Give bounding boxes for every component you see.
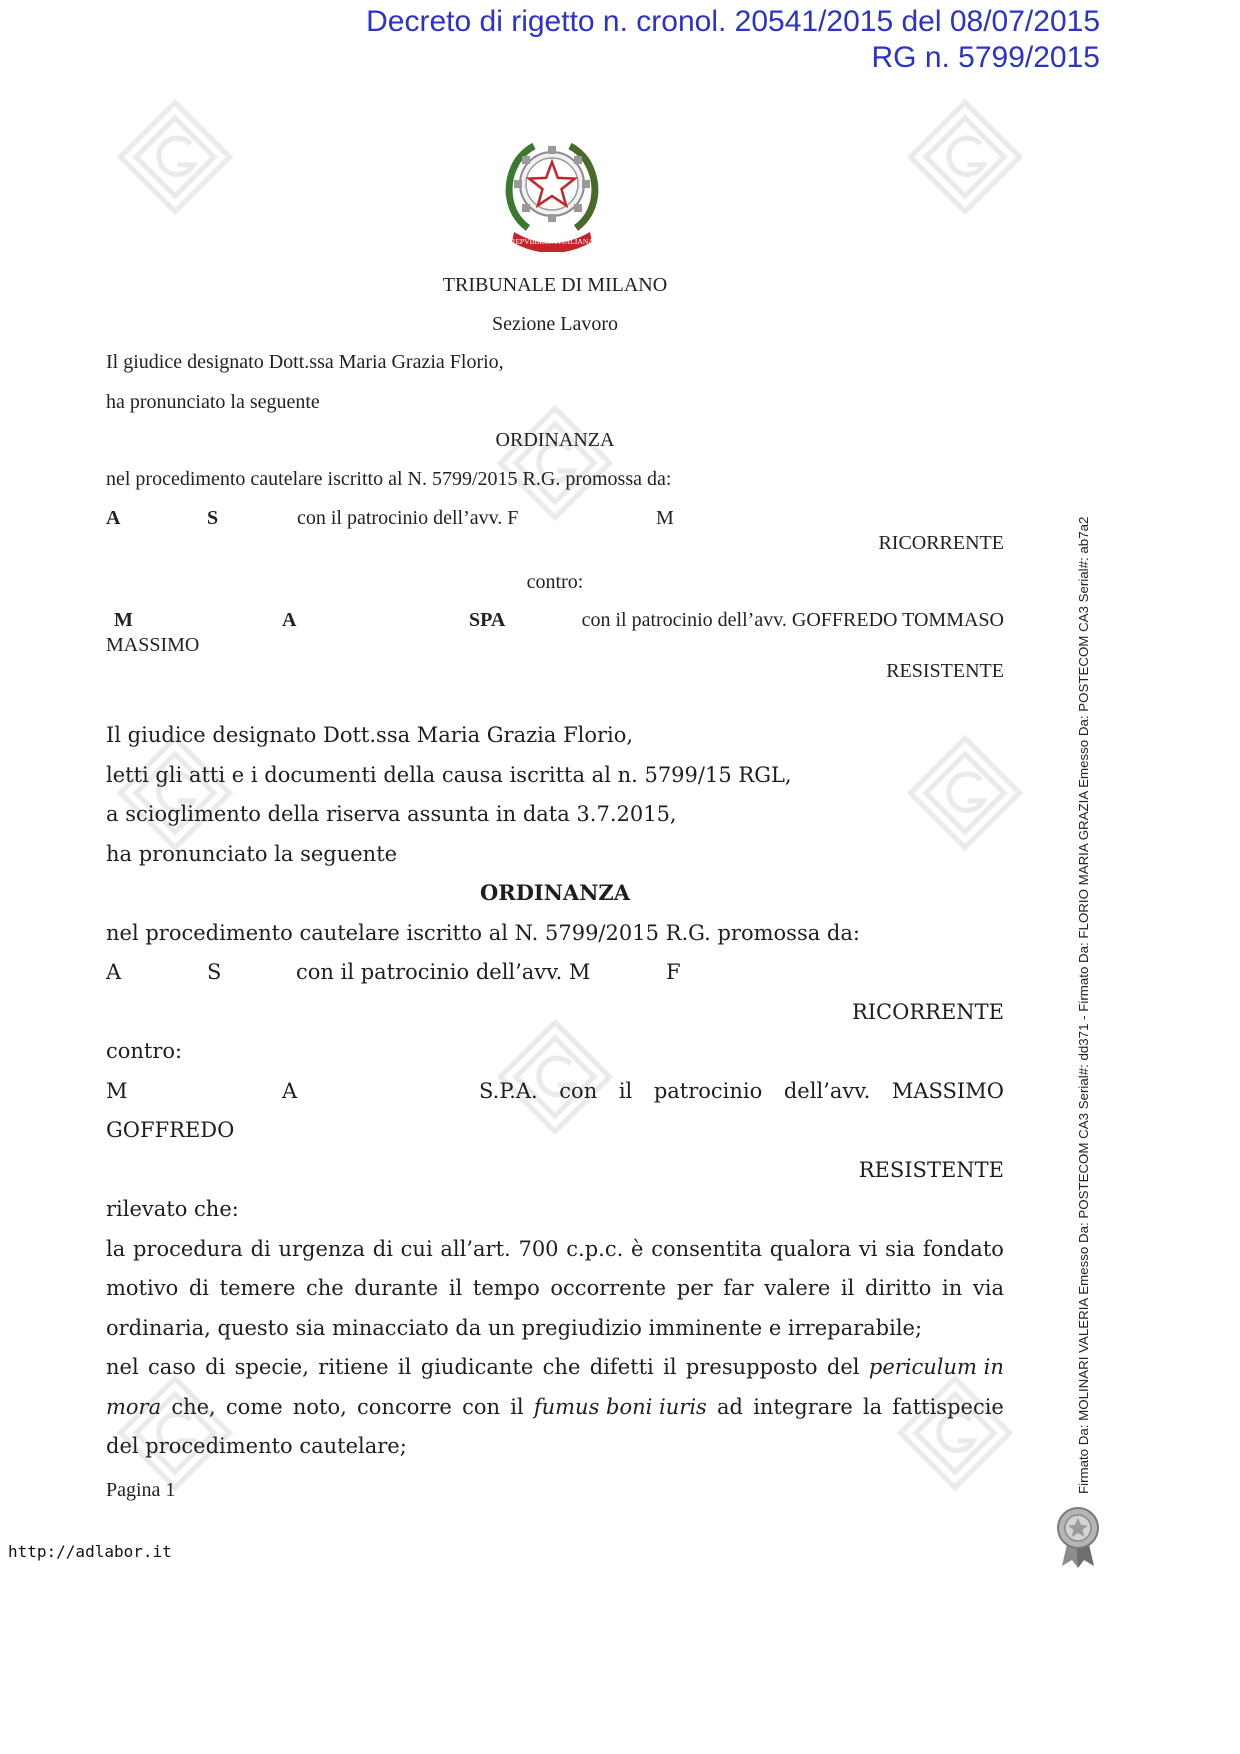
paragraph-word: per [676, 1276, 713, 1300]
paragraph-word: vi [858, 1237, 878, 1261]
paragraph-word: tempo [472, 1276, 540, 1300]
paragraph-word: far [723, 1276, 754, 1300]
paragraph-word: diritto [864, 1276, 932, 1300]
digital-signature-text: Firmato Da: MOLINARI VALERIA Emesso Da: POSTECOM CA3 Serial#: dd371 - Firmato Da: FLORIO MARIA GRAZIA Emesso Da: POSTECOM CA3 Serial#: ab7a2 [1076, 516, 1091, 1494]
body-respondent-word: patrocinio [653, 1079, 763, 1103]
body-respondent-initial: A [282, 1079, 298, 1103]
paragraph-word: qualora [769, 1237, 852, 1261]
paragraph-word: valere [764, 1276, 831, 1300]
paragraph-word: la [106, 1237, 126, 1261]
paragraph-word: sia [885, 1237, 916, 1261]
watermark-logo-icon [490, 1012, 620, 1142]
paragraph-word: il [663, 1355, 677, 1379]
paragraph-word: fondato [922, 1237, 1004, 1261]
paragraph-word: specie, [234, 1355, 309, 1379]
respondent-role: RESISTENTE [886, 660, 1004, 682]
paragraph-line [106, 1394, 1004, 1420]
emblem-ribbon-text: REPVBBLICA ITALIANA [510, 237, 594, 246]
paragraph-word: presupposto [685, 1355, 818, 1379]
paragraph-word: nel [106, 1355, 139, 1379]
paragraph-word: il [448, 1276, 463, 1300]
body-versus-label: contro: [106, 1039, 183, 1063]
paragraph-word: all’art. [440, 1237, 511, 1261]
court-name: TRIBUNALE DI MILANO [442, 274, 668, 296]
paragraph-word: integrare [753, 1395, 853, 1419]
body-judge-line: Il giudice designato Dott.ssa Maria Grazia Florio, [106, 723, 634, 747]
paragraph-word: noto, [292, 1395, 347, 1419]
body-pronounced-line: ha pronunciato la seguente [106, 842, 398, 866]
respondent-initial: M [114, 609, 133, 631]
paragraph-line [106, 1275, 1004, 1301]
versus-label: contro: [526, 571, 584, 593]
watermark-logo-icon [900, 728, 1030, 858]
body-respondent-word: MASSIMO [891, 1079, 1004, 1103]
body-claimant-counsel: con il patrocinio dell’avv. M [296, 960, 591, 984]
paragraph-word: concorre [357, 1395, 452, 1419]
body-respondent-role: RESISTENTE [858, 1158, 1004, 1182]
paragraph-word: la [862, 1395, 883, 1419]
paragraph-word: via [972, 1276, 1004, 1300]
watermark-logo-icon [110, 92, 240, 222]
paragraph-word: è [631, 1237, 644, 1261]
latin-term: periculum in [868, 1355, 1004, 1379]
watermark-logo-icon [900, 92, 1030, 222]
claimant-counsel: con il patrocinio dell’avv. F [297, 507, 519, 529]
respondent-initial: A [282, 609, 297, 631]
paragraph-word: occorrente [550, 1276, 667, 1300]
paragraph-word: di [372, 1237, 393, 1261]
paragraph-word: il [397, 1355, 412, 1379]
noted-label: rilevato che: [106, 1197, 239, 1221]
paragraph-word: difetti [589, 1355, 654, 1379]
paragraph-line: ordinaria, questo sia minacciato da un pregiudizio imminente e irreparabile; [106, 1316, 923, 1340]
body-respondent-counsel-cont: GOFFREDO [106, 1118, 235, 1142]
paragraph-word: di [188, 1276, 210, 1300]
paragraph-word: 700 [518, 1237, 559, 1261]
proceeding-line: nel procedimento cautelare iscritto al N. 5799/2015 R.G. promossa da: [106, 468, 672, 490]
paragraph-line [106, 1236, 1004, 1262]
repubblica-italiana-emblem-icon [498, 132, 606, 252]
body-claimant-initial: A [106, 960, 122, 984]
body-claimant-counsel-initial: F [666, 960, 681, 984]
claimant-counsel-initial: M [656, 507, 674, 529]
page-number: Pagina 1 [106, 1479, 176, 1501]
decree-header-line: Decreto di rigetto n. cronol. 20541/2015 del 08/07/2015 [366, 5, 1100, 38]
paragraph-word: fattispecie [892, 1395, 1004, 1419]
paragraph-word: motivo [106, 1276, 179, 1300]
body-proceeding-line: nel procedimento cautelare iscritto al N. 5799/2015 R.G. promossa da: [106, 921, 860, 945]
paragraph-word: procedura [132, 1237, 243, 1261]
paragraph-word: che [305, 1276, 344, 1300]
source-link[interactable]: http://adlabor.it [8, 1542, 172, 1561]
respondent-company-type: SPA [469, 609, 506, 631]
paragraph-word: caso [148, 1355, 196, 1379]
paragraph-word: di [250, 1237, 271, 1261]
paragraph-word: urgenza [278, 1237, 366, 1261]
body-claimant-role: RICORRENTE [851, 1000, 1004, 1024]
paragraph-word: durante [354, 1276, 439, 1300]
paragraph-word: come [225, 1395, 283, 1419]
body-claimant-initial: S [207, 960, 222, 984]
pronounced-line: ha pronunciato la seguente [106, 391, 320, 413]
paragraph-word: che [542, 1355, 581, 1379]
body-respondent-initial: M [106, 1079, 128, 1103]
paragraph-line [106, 1354, 1004, 1380]
claimant-role: RICORRENTE [878, 532, 1004, 554]
paragraph-word: in [942, 1276, 963, 1300]
paragraph-line: del procedimento cautelare; [106, 1434, 407, 1458]
paragraph-word: il [840, 1276, 855, 1300]
latin-term: mora [106, 1395, 162, 1419]
paragraph-word: giudicante [420, 1355, 534, 1379]
body-respondent-word: con [559, 1079, 598, 1103]
paragraph-word: consentita [651, 1237, 762, 1261]
paragraph-word: cui [400, 1237, 433, 1261]
paragraph-word: di [205, 1355, 226, 1379]
body-reserve-line: a scioglimento della riserva assunta in data 3.7.2015, [106, 802, 677, 826]
body-respondent-word: dell’avv. [783, 1079, 871, 1103]
respondent-counsel-cont: MASSIMO [106, 634, 200, 656]
court-section: Sezione Lavoro [491, 313, 619, 335]
body-respondent-word: S.P.A. [479, 1079, 538, 1103]
judge-line: Il giudice designato Dott.ssa Maria Grazia Florio, [106, 351, 504, 373]
paragraph-word: c.p.c. [566, 1237, 624, 1261]
body-respondent-word: il [618, 1079, 633, 1103]
claimant-initial: A [106, 507, 121, 529]
certification-seal-icon [1054, 1506, 1102, 1568]
paragraph-word: temere [219, 1276, 296, 1300]
rg-number-line: RG n. 5799/2015 [871, 41, 1100, 74]
body-read-acts-line: letti gli atti e i documenti della causa iscritta al n. 5799/15 RGL, [106, 763, 792, 787]
paragraph-word: ritiene [318, 1355, 389, 1379]
ordinance-title: ORDINANZA [495, 429, 615, 451]
paragraph-word: del [826, 1355, 860, 1379]
paragraph-word: il [510, 1395, 524, 1419]
claimant-initial: S [207, 507, 219, 529]
body-ordinance-title: ORDINANZA [479, 880, 631, 905]
paragraph-word: che, [171, 1395, 216, 1419]
paragraph-word: con [462, 1395, 500, 1419]
latin-term: fumus boni iuris [533, 1395, 707, 1419]
body-respondent-counsel [479, 1078, 1004, 1104]
respondent-counsel: con il patrocinio dell’avv. GOFFREDO TOMMASO [581, 609, 1004, 631]
paragraph-word: ad [717, 1395, 743, 1419]
watermark-logo-icon [890, 1368, 1020, 1498]
